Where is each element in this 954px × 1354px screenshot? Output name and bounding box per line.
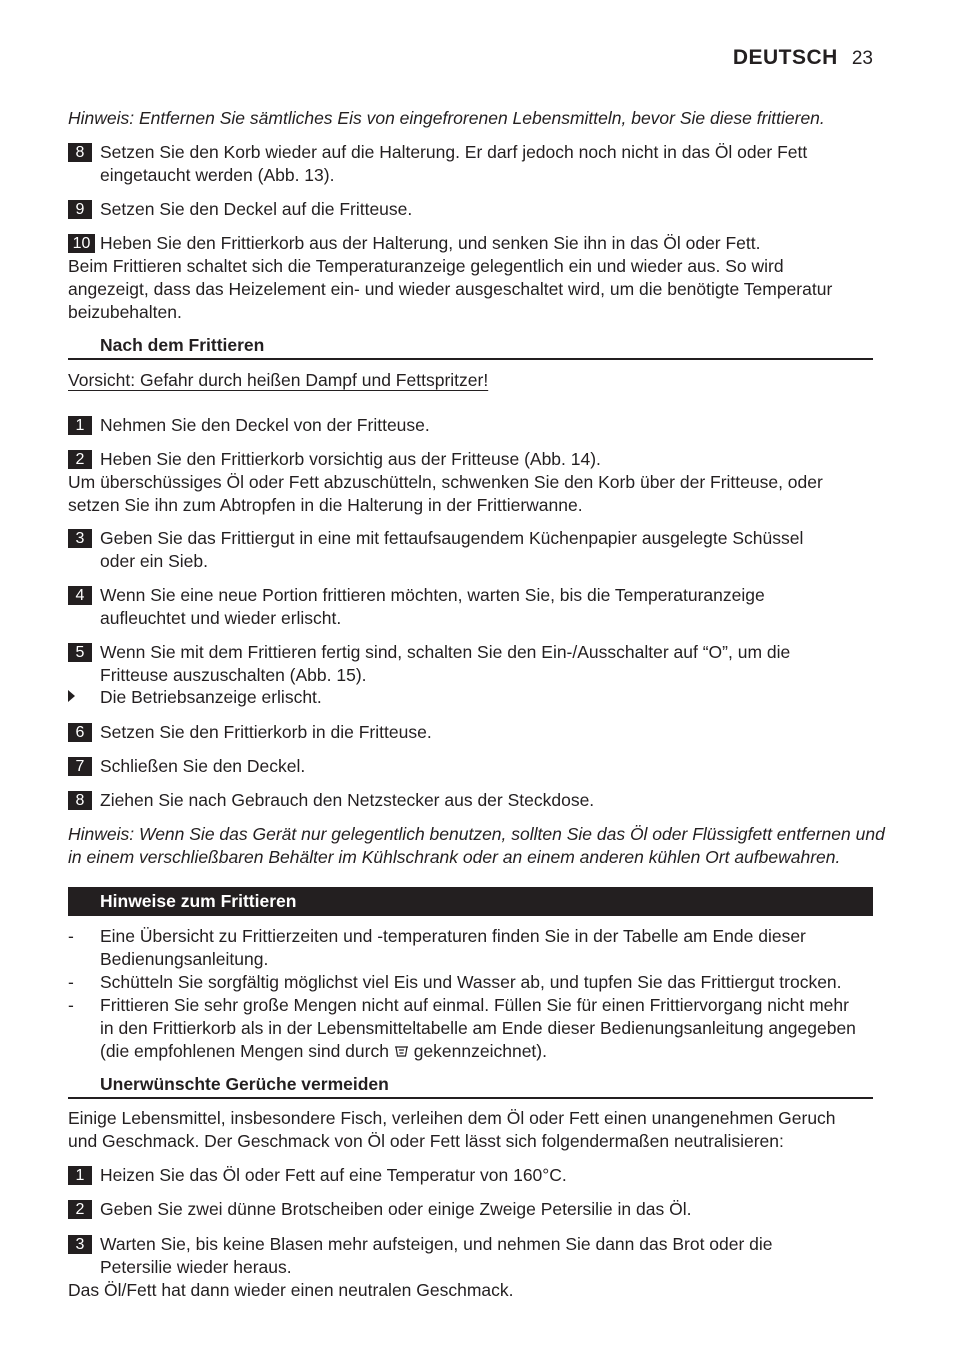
list-item-line: Eine Übersicht zu Frittierzeiten und -temperaturen finden Sie in der Tabelle am Ende dieser: [100, 926, 806, 946]
step-number: 5: [68, 643, 92, 662]
step-text: oder ein Sieb.: [100, 551, 208, 571]
section-rule: [68, 1097, 873, 1099]
list-dash: -: [68, 926, 74, 946]
list-item-line: (die empfohlenen Mengen sind durch gekennzeichnet).: [100, 1041, 547, 1061]
list-dash: -: [68, 972, 74, 992]
page-header: [733, 46, 873, 70]
paragraph-line: angezeigt, dass das Heizelement ein- und wieder ausgeschaltet wird, um die benötigte Temperatur: [68, 279, 833, 299]
step-text: aufleuchtet und wieder erlischt.: [100, 608, 342, 628]
step-text: Warten Sie, bis keine Blasen mehr aufsteigen, und nehmen Sie dann das Brot oder die: [100, 1234, 773, 1254]
note-remove-ice: Hinweis: Entfernen Sie sämtliches Eis von eingefrorenen Lebensmitteln, bevor Sie diese frittieren.: [68, 108, 825, 128]
step-number: 6: [68, 723, 92, 742]
step-number: 2: [68, 1200, 92, 1219]
paragraph-line: Beim Frittieren schaltet sich die Temperaturanzeige gelegentlich ein und wieder aus. So wird: [68, 256, 784, 276]
step-text: Setzen Sie den Frittierkorb in die Fritteuse.: [100, 722, 432, 742]
basket-icon: [394, 1044, 409, 1058]
step-number: 8: [68, 791, 92, 810]
list-item-line: Schütteln Sie sorgfältig möglichst viel Eis und Wasser ab, und tupfen Sie das Frittiergut trocken.: [100, 972, 842, 992]
step-text: Heben Sie den Frittierkorb vorsichtig aus der Fritteuse (Abb. 14).: [100, 449, 601, 469]
step-text: Geben Sie zwei dünne Brotscheiben oder einige Zweige Petersilie in das Öl.: [100, 1199, 692, 1219]
list-dash: -: [68, 995, 74, 1015]
language-label: DEUTSCH: [732, 46, 838, 69]
paragraph-line: beizubehalten.: [68, 302, 182, 322]
paragraph-line: Einige Lebensmittel, insbesondere Fisch, verleihen dem Öl oder Fett einen unangenehmen Geruch: [68, 1108, 836, 1128]
note-line: in einem verschließbaren Behälter im Kühlschrank oder an einem anderen kühlen Ort aufbewahren.: [68, 847, 841, 867]
step-text: Schließen Sie den Deckel.: [100, 756, 306, 776]
section-heading-avoid-odors: Unerwünschte Gerüche vermeiden: [100, 1074, 389, 1094]
step-text: Heben Sie den Frittierkorb aus der Halterung, und senken Sie ihn in das Öl oder Fett.: [100, 233, 761, 253]
list-item-line: in den Frittierkorb als in der Lebensmitteltabelle am Ende dieser Bedienungsanleitung angegeben: [100, 1018, 856, 1038]
step-number: 9: [68, 200, 92, 219]
page-number: 23: [851, 48, 873, 69]
step-number: 3: [68, 529, 92, 548]
paragraph-line: Um überschüssiges Öl oder Fett abzuschütteln, schwenken Sie den Korb über der Fritteuse, oder: [68, 472, 823, 492]
step-number: 8: [68, 143, 92, 162]
step-text: Geben Sie das Frittiergut in eine mit fettaufsaugendem Küchenpapier ausgelegte Schüssel: [100, 528, 804, 548]
step-number: 7: [68, 757, 92, 776]
paragraph-line: setzen Sie ihn zum Abtropfen in die Halterung in der Frittierwanne.: [68, 495, 583, 515]
note-line: Hinweis: Wenn Sie das Gerät nur gelegentlich benutzen, sollten Sie das Öl oder Flüssigfett entfernen und: [68, 824, 885, 844]
step-text: Setzen Sie den Korb wieder auf die Halterung. Er darf jedoch noch nicht in das Öl oder Fett: [100, 142, 808, 162]
section-heading-frying-tips: [68, 887, 873, 916]
step-text: Wenn Sie eine neue Portion frittieren möchten, warten Sie, bis die Temperaturanzeige: [100, 585, 765, 605]
step-text: Nehmen Sie den Deckel von der Fritteuse.: [100, 415, 430, 435]
list-item-line: Bedienungsanleitung.: [100, 949, 269, 969]
step-text: Setzen Sie den Deckel auf die Fritteuse.: [100, 199, 413, 219]
section-heading-text: Hinweise zum Frittieren: [100, 891, 297, 911]
result-bullet-icon: [68, 690, 75, 702]
paragraph-line: Das Öl/Fett hat dann wieder einen neutralen Geschmack.: [68, 1280, 514, 1300]
paragraph-line: und Geschmack. Der Geschmack von Öl oder Fett lässt sich folgendermaßen neutralisieren:: [68, 1131, 784, 1151]
step-text: Ziehen Sie nach Gebrauch den Netzstecker aus der Steckdose.: [100, 790, 595, 810]
step-number: 1: [68, 1166, 92, 1185]
step-number: 4: [68, 586, 92, 605]
step-text: Wenn Sie mit dem Frittieren fertig sind, schalten Sie den Ein-/Ausschalter auf “O”, um die: [100, 642, 791, 662]
step-text: Heizen Sie das Öl oder Fett auf eine Temperatur von 160°C.: [100, 1165, 567, 1185]
list-item-line: Frittieren Sie sehr große Mengen nicht auf einmal. Füllen Sie für einen Frittiervorgang nicht mehr: [100, 995, 849, 1015]
step-number: 1: [68, 416, 92, 435]
section-heading-after-frying: Nach dem Frittieren: [100, 335, 265, 355]
step-result: Die Betriebsanzeige erlischt.: [100, 687, 322, 707]
step-number: 3: [68, 1235, 92, 1254]
step-text: Petersilie wieder heraus.: [100, 1257, 292, 1277]
step-number: 2: [68, 450, 92, 469]
section-rule: [68, 358, 873, 360]
caution-text: Vorsicht: Gefahr durch heißen Dampf und Fettspritzer!: [68, 370, 489, 390]
step-text: eingetaucht werden (Abb. 13).: [100, 165, 335, 185]
step-text: Fritteuse auszuschalten (Abb. 15).: [100, 665, 367, 685]
step-number: 10: [68, 234, 95, 253]
